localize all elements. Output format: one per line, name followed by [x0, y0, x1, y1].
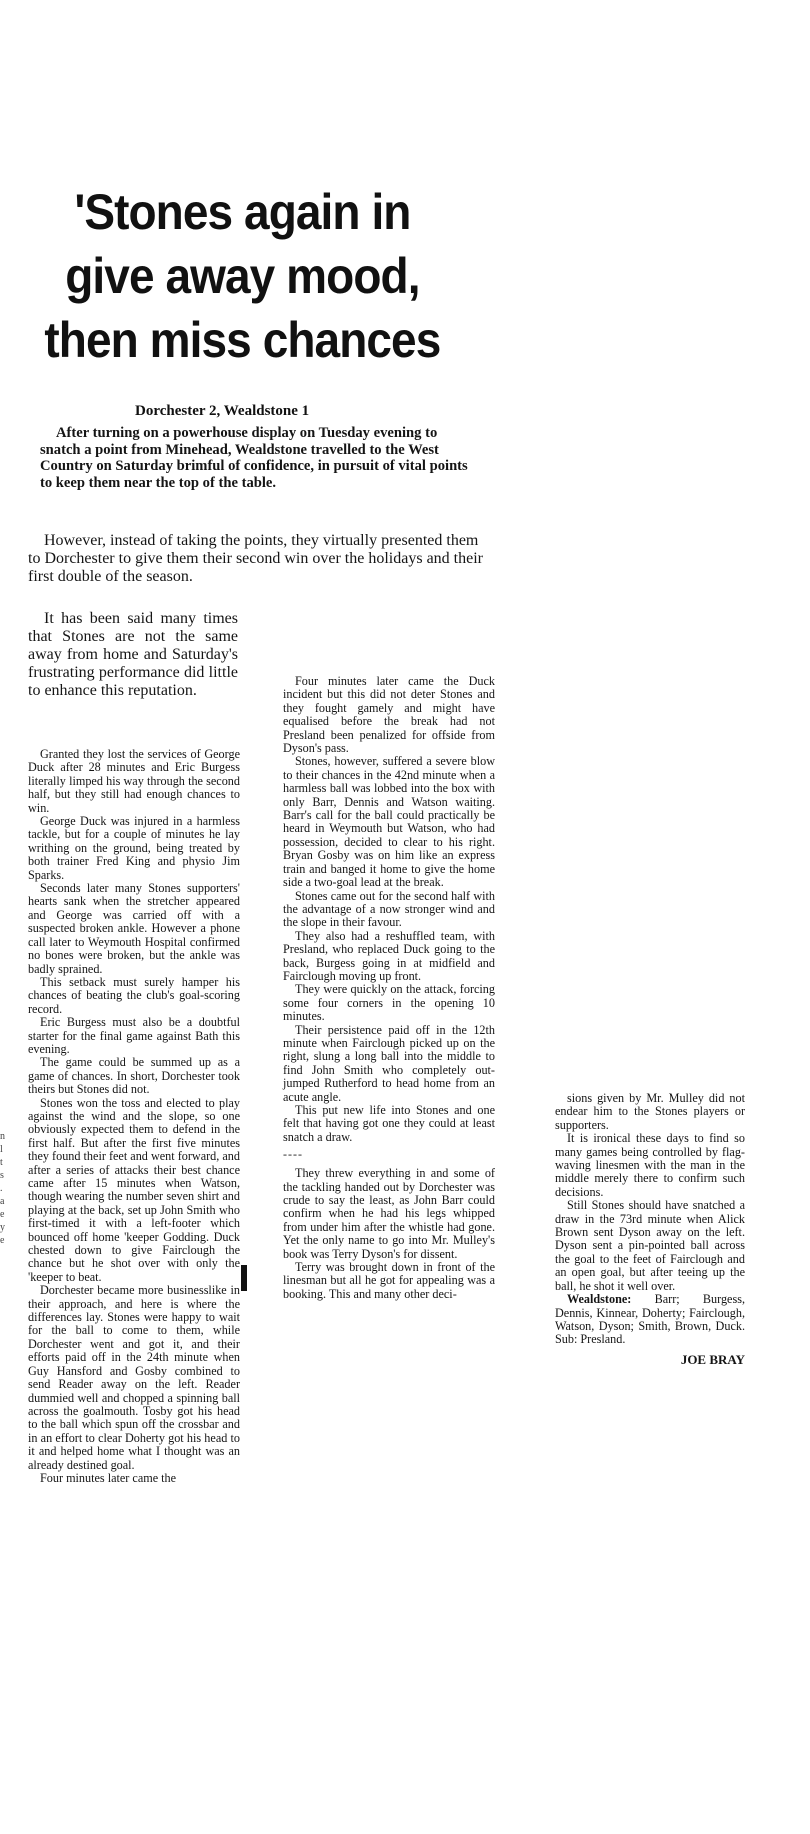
byline: JOE BRAY	[680, 1351, 745, 1367]
column-2-paragraph: Their persistence paid off in the 12th minute when Fairclough picked up on the right, slung a long ball into the middle to find John Smith who completely out-jumped Rutherford to head home from an acute angle.	[283, 1022, 495, 1104]
column-2-paragraph: They threw everything in and some of the tackling handed out by Dorchester was crude to say the least, as John Barr could confirm when he had his legs whipped from under him after the whistle had gone. Yet the only name to go into Mr. Mulley's book was Terry Dyson's for dissent.	[283, 1166, 495, 1261]
section-divider: ----	[283, 1147, 303, 1162]
column-1-paragraph: The game could be summed up as a game of chances. In short, Dorchester took theirs but Stones did not.	[28, 1055, 240, 1097]
column-3-paragraph: Still Stones should have snatched a draw in the 73rd minute when Alick Brown sent Dyson away on the left. Dyson sent a pin-pointed ball across the goal to the feet of Fairclough and an open goal, but after teeing up the ball, he shot it well over.	[555, 1198, 745, 1293]
column-2-paragraph: They also had a reshuffled team, with Presland, who replaced Duck going to the back, Burgess going in at midfield and Fairclough moving up front.	[283, 928, 495, 983]
column-1-paragraph: George Duck was injured in a harmless tackle, but for a couple of minutes he lay writhing on the ground, being treated by both trainer Fred King and physio Jim Sparks.	[28, 814, 240, 882]
intro-paragraph: After turning on a powerhouse display on Tuesday evening to snatch a point from Minehead, Wealdstone travelled to the West Country on Saturday brimful of confidence, in pursuit of vital points to keep them near the top of the table.	[40, 425, 468, 491]
column-2-paragraph: They were quickly on the attack, forcing some four corners in the opening 10 minutes.	[283, 982, 495, 1024]
column-1-paragraph: This setback must surely hamper his chances of beating the club's goal-scoring record.	[28, 974, 240, 1016]
column-2-paragraph: This put new life into Stones and one felt that having got one they could at least snatch a draw.	[283, 1103, 495, 1144]
team-lineup-label: Wealdstone:	[567, 1292, 632, 1307]
team-lineup-players: Barr; Burgess, Dennis, Kinnear, Doherty; Fairclough, Watson, Dyson; Smith, Brown, Duck. Sub: Presland.	[555, 1292, 745, 1347]
column-1-paragraph: It has been said many times that Stones are not the same away from home and Saturday's frustrating performance did little to enhance this reputation.	[28, 610, 238, 699]
column-1-paragraph: Seconds later many Stones supporters' hearts sank when the stretcher appeared and George was carried off with a suspected broken ankle. However a phone call later to Weymouth Hospital confirmed no bones were broken, but the ankle was badly sprained.	[28, 881, 240, 976]
headline	[40, 180, 445, 372]
column-1-large-text	[28, 610, 238, 700]
column-1	[28, 748, 240, 1485]
column-2-paragraph: Terry was brought down in front of the linesman but all he got for appealing was a booking. This and many other deci-	[283, 1260, 495, 1301]
column-3-paragraph: It is ironical these days to find so many games being controlled by flag-waving linesmen with the man in the middle merely there to confirm such decisions.	[555, 1131, 745, 1199]
column-2-paragraph: Stones came out for the second half with the advantage of a now stronger wind and the slope in their favour.	[283, 888, 495, 930]
headline-line-1: 'Stones again in	[74, 184, 411, 240]
column-1-paragraph: Granted they lost the services of George Duck after 28 minutes and Eric Burgess literally limped his way through the second half, but they still had enough chances to win.	[28, 747, 240, 815]
column-1-paragraph: Four minutes later came the	[40, 1470, 177, 1485]
column-2	[283, 675, 495, 1301]
column-2-paragraph: Four minutes later came the Duck incident but this did not deter Stones and they fought gamely and might have equalised before the break had not Presland been penalized for offside from Dyson's pass.	[283, 674, 495, 756]
column-1-paragraph: Dorchester became more businesslike in their approach, and here is where the differences lay. Stones were happy to wait for the ball to come to them, while Dorchester went and got it, and their efforts paid off in the 24th minute when Guy Hansford and Gosby combined to send Reader away on the left. Reader dummied well and chopped a spinning ball across the goalmouth. Tosby got his head to the ball which spun off the crossbar and in an effort to clear Doherty got his head to it and helped home what I thought was an already destined goal.	[28, 1283, 240, 1472]
lead-paragraph: However, instead of taking the points, they virtually presented them to Dorchester to give them their second win over the holidays and their first double of the season.	[28, 532, 483, 585]
column-3	[555, 1092, 745, 1366]
headline-line-3: then miss chances	[44, 312, 441, 368]
column-2-paragraph: Stones, however, suffered a severe blow to their chances in the 42nd minute when a harmless ball was lobbed into the box with only Barr, Dennis and Watson waiting. Barr's call for the ball could practically be heard in Weymouth but Watson, who had possession, decided to clear to his right. Bryan Gosby was on him like an express train and banged it home to give the home side a two-goal lead at the break.	[283, 754, 495, 890]
ink-mark	[241, 1265, 247, 1291]
column-1-paragraph: Eric Burgess must also be a doubtful starter for the final game against Bath this evening.	[28, 1015, 240, 1056]
match-score-subhead: Dorchester 2, Wealdstone 1	[135, 403, 310, 419]
adjacent-column-fragment: n l t s . a e y e	[0, 1131, 5, 1246]
column-1-paragraph: Stones won the toss and elected to play against the wind and the slope, so one obviously expected them to defend in the first half. But after the first five minutes they found their feet and went forward, and after a series of attacks their best chance came after 15 minutes when Watson, though wearing the number seven shirt and playing at the back, set up John Smith who first-timed it with a left-footer which bounced off home 'keeper Godding. Duck chested down to give Fairclough the chance but he shot over with only the 'keeper to beat.	[28, 1095, 240, 1284]
headline-line-2: give away mood,	[65, 248, 420, 304]
column-3-paragraph: sions given by Mr. Mulley did not endear him to the Stones players or supporters.	[555, 1091, 745, 1132]
team-lineup	[555, 1293, 745, 1347]
